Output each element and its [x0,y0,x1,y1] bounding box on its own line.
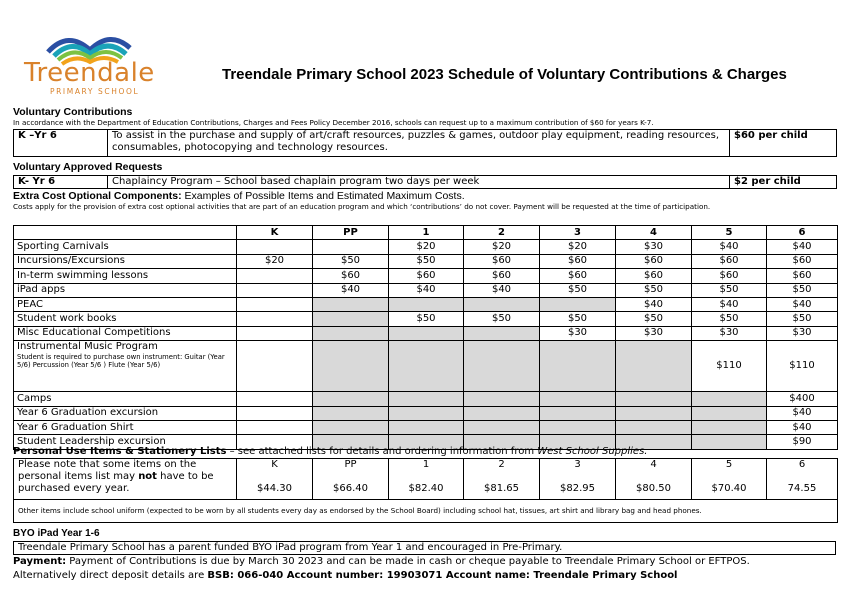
payment-line-1 [13,556,750,568]
personal-row [14,459,838,480]
logo-subtitle: PRIMARY SCHOOL [50,87,140,96]
approved-table [13,175,837,189]
personal-amount: $80.50 [616,479,692,500]
extra-cell: $60 [616,269,692,283]
payment-bank-details: BSB: 066-040 Account number: 19903071 Account name: Treendale Primary School [207,570,678,581]
extra-cell [540,406,616,420]
extra-cell [540,297,616,311]
extra-row-label: Year 6 Graduation Shirt [14,420,237,434]
extra-cell [313,420,389,434]
extra-cell: $30 [540,326,616,340]
extra-row-label: iPad apps [14,283,237,297]
extra-cell: $40 [389,283,464,297]
extra-row [14,269,838,283]
extra-cell: $400 [767,392,838,406]
extra-cell: $20 [389,240,464,254]
personal-year: PP [313,459,389,480]
extra-row [14,254,838,268]
extra-row [14,406,838,420]
document-title: Treendale Primary School 2023 Schedule of Voluntary Contributions & Charges [222,66,787,83]
extra-header-year: 3 [540,226,616,240]
extra-cell: $20 [237,254,313,268]
byo-table [13,541,836,555]
approved-years: K- Yr 6 [14,176,108,189]
extra-row-label: Sporting Carnivals [14,240,237,254]
extra-cell [464,297,540,311]
extra-row [14,326,838,340]
extra-cell: $60 [692,254,767,268]
extra-row-label [14,341,237,392]
extra-row-label-note: Student is required to purchase own instrument: Guitar (Year 5/6) Percussion (Year 5/6 ) Flute (Year 5/6) [17,353,225,370]
extra-cell: $50 [389,312,464,326]
personal-amount: $70.40 [692,479,767,500]
extra-cell: $40 [616,297,692,311]
extra-cell [237,420,313,434]
extra-cell: $40 [767,406,838,420]
extra-cell: $50 [616,312,692,326]
extra-header-year: 5 [692,226,767,240]
extra-row [14,420,838,434]
extra-cell [237,269,313,283]
extra-cell: $50 [464,312,540,326]
extra-cell: $50 [389,254,464,268]
logo-wordmark: Treendale [24,58,155,88]
extra-cell: $60 [464,269,540,283]
payment-text: Payment of Contributions is due by March 30 2023 and can be made in cash or cheque payable to Treendale Primary School or EFTPOS. [66,556,750,567]
extra-cell: $40 [692,240,767,254]
extra-cell: $110 [692,341,767,392]
extra-cell [692,420,767,434]
extra-row [14,297,838,311]
extra-row-label: Year 6 Graduation excursion [14,406,237,420]
extra-cell: $60 [767,254,838,268]
personal-year: 5 [692,459,767,480]
extra-cell: $90 [767,435,838,449]
extra-cell [692,406,767,420]
extra-row [14,341,838,392]
extra-cell: $40 [313,283,389,297]
personal-heading [13,446,647,457]
byo-heading: BYO iPad Year 1-6 [13,528,100,539]
personal-year: 3 [540,459,616,480]
personal-year: K [237,459,313,480]
extra-cell: $40 [767,420,838,434]
extra-cell: $50 [692,283,767,297]
voluntary-years: K –Yr 6 [14,130,108,157]
extra-cell [616,420,692,434]
extra-row-label: Student work books [14,312,237,326]
extra-cell: $60 [464,254,540,268]
extra-header-year: PP [313,226,389,240]
extra-cell [237,297,313,311]
extra-cell [616,392,692,406]
personal-table [13,458,838,523]
extra-cell: $50 [540,283,616,297]
extra-cell [540,420,616,434]
extra-cell [389,420,464,434]
approved-desc: Chaplaincy Program – School based chaplain program two days per week [108,176,730,189]
extra-note: Costs apply for the provision of extra cost optional activities that are part of an education program and which ‘contributions’ do not cover. Payment will be requested at the time of participation. [13,202,711,211]
voluntary-heading: Voluntary Contributions [13,106,133,118]
extra-cell [616,341,692,392]
extra-cell: $50 [540,312,616,326]
extra-row-label: Student Leadership excursion [14,435,237,449]
extra-cell [237,240,313,254]
extra-cell [313,326,389,340]
extra-cell: $30 [692,326,767,340]
personal-heading-bold: Personal Use Items & Stationery Lists [13,446,227,457]
personal-other-row [14,500,838,523]
extra-cell: $40 [767,297,838,311]
extra-cell [313,312,389,326]
extra-cell [464,420,540,434]
personal-amount: $82.95 [540,479,616,500]
extra-header-blank [14,226,237,240]
extra-cell: $40 [464,283,540,297]
byo-text: Treendale Primary School has a parent funded BYO iPad program from Year 1 and encouraged in Pre-Primary. [14,542,836,555]
personal-other: Other items include school uniform (expected to be worn by all students every day as endorsed by the School Board) including school hat, tissues, art shirt and library bag and head phones. [14,500,838,523]
extra-cell [389,297,464,311]
voluntary-amount: $60 per child [730,130,837,157]
extra-cell [464,341,540,392]
payment-direct-deposit: Alternatively direct deposit details are [13,570,208,581]
extra-cell [313,392,389,406]
extra-cell: $50 [692,312,767,326]
personal-heading-rest: – see attached lists for details and ordering information from [226,446,538,457]
personal-amount: $44.30 [237,479,313,500]
extra-row [14,240,838,254]
personal-amount: 74.55 [767,479,838,500]
extra-cost-table [13,225,838,450]
voluntary-table [13,129,837,157]
personal-heading-supplier: West School Supplies. [537,446,648,457]
extra-cell: $110 [767,341,838,392]
extra-cell [389,341,464,392]
extra-row-label: In-term swimming lessons [14,269,237,283]
extra-cell [237,341,313,392]
extra-cell: $20 [464,240,540,254]
extra-cell: $30 [767,326,838,340]
extra-cell: $40 [692,297,767,311]
extra-cell [540,392,616,406]
extra-row-label: Camps [14,392,237,406]
extra-cell [464,326,540,340]
extra-cell [389,392,464,406]
extra-cell [692,392,767,406]
personal-year: 2 [464,459,540,480]
personal-amount: $81.65 [464,479,540,500]
extra-header-row [14,226,838,240]
personal-amount: $82.40 [389,479,464,500]
extra-cell: $60 [540,254,616,268]
approved-heading: Voluntary Approved Requests [13,161,163,173]
extra-heading [13,190,465,202]
extra-row [14,392,838,406]
extra-cell: $60 [692,269,767,283]
extra-cell: $40 [767,240,838,254]
voluntary-desc: To assist in the purchase and supply of art/craft resources, puzzles & games, outdoor play equipment, reading resources, consumables, photocopying and technology resources. [108,130,730,157]
extra-heading-rest: Examples of Possible Items and Estimated Maximum Costs. [184,190,465,202]
personal-desc: Please note that some items on the personal items list may not have to be purchased every year. [14,459,237,500]
extra-cell [464,406,540,420]
extra-cell [237,283,313,297]
extra-cell: $60 [540,269,616,283]
extra-heading-bold: Extra Cost Optional Components: [13,190,182,202]
extra-cell [313,341,389,392]
extra-cell: $60 [616,254,692,268]
extra-cell: $50 [767,283,838,297]
personal-amount: $66.40 [313,479,389,500]
extra-row [14,312,838,326]
extra-cell: $30 [616,326,692,340]
extra-cell [237,392,313,406]
payment-line-2 [13,570,678,582]
voluntary-row [14,130,837,157]
extra-cell [389,406,464,420]
extra-cell: $60 [389,269,464,283]
extra-cell: $50 [313,254,389,268]
extra-cell [389,326,464,340]
extra-cell: $30 [616,240,692,254]
extra-cell: $50 [616,283,692,297]
personal-year: 6 [767,459,838,480]
extra-cell: $50 [767,312,838,326]
personal-year: 4 [616,459,692,480]
voluntary-note: In accordance with the Department of Education Contributions, Charges and Fees Policy December 2016, schools can request up to a maximum contribution of $60 for years K-7. [13,118,654,127]
extra-cell [237,312,313,326]
extra-cell [464,392,540,406]
extra-header-year: K [237,226,313,240]
approved-row [14,176,837,189]
approved-amount: $2 per child [730,176,837,189]
extra-header-year: 1 [389,226,464,240]
extra-cell: $60 [313,269,389,283]
extra-cell [540,341,616,392]
extra-header-year: 6 [767,226,838,240]
extra-header-year: 2 [464,226,540,240]
payment-label: Payment: [13,556,67,567]
extra-cell [313,406,389,420]
extra-row-label: PEAC [14,297,237,311]
extra-cell [692,435,767,449]
extra-row-label-main: Instrumental Music Program [17,341,158,353]
extra-row-label: Incursions/Excursions [14,254,237,268]
extra-cell: $20 [540,240,616,254]
extra-cell [237,326,313,340]
extra-cell: $60 [767,269,838,283]
extra-cell [237,406,313,420]
extra-cell [313,297,389,311]
extra-cell [616,406,692,420]
extra-row-label: Misc Educational Competitions [14,326,237,340]
extra-row [14,283,838,297]
personal-year: 1 [389,459,464,480]
extra-cell [313,240,389,254]
extra-header-year: 4 [616,226,692,240]
